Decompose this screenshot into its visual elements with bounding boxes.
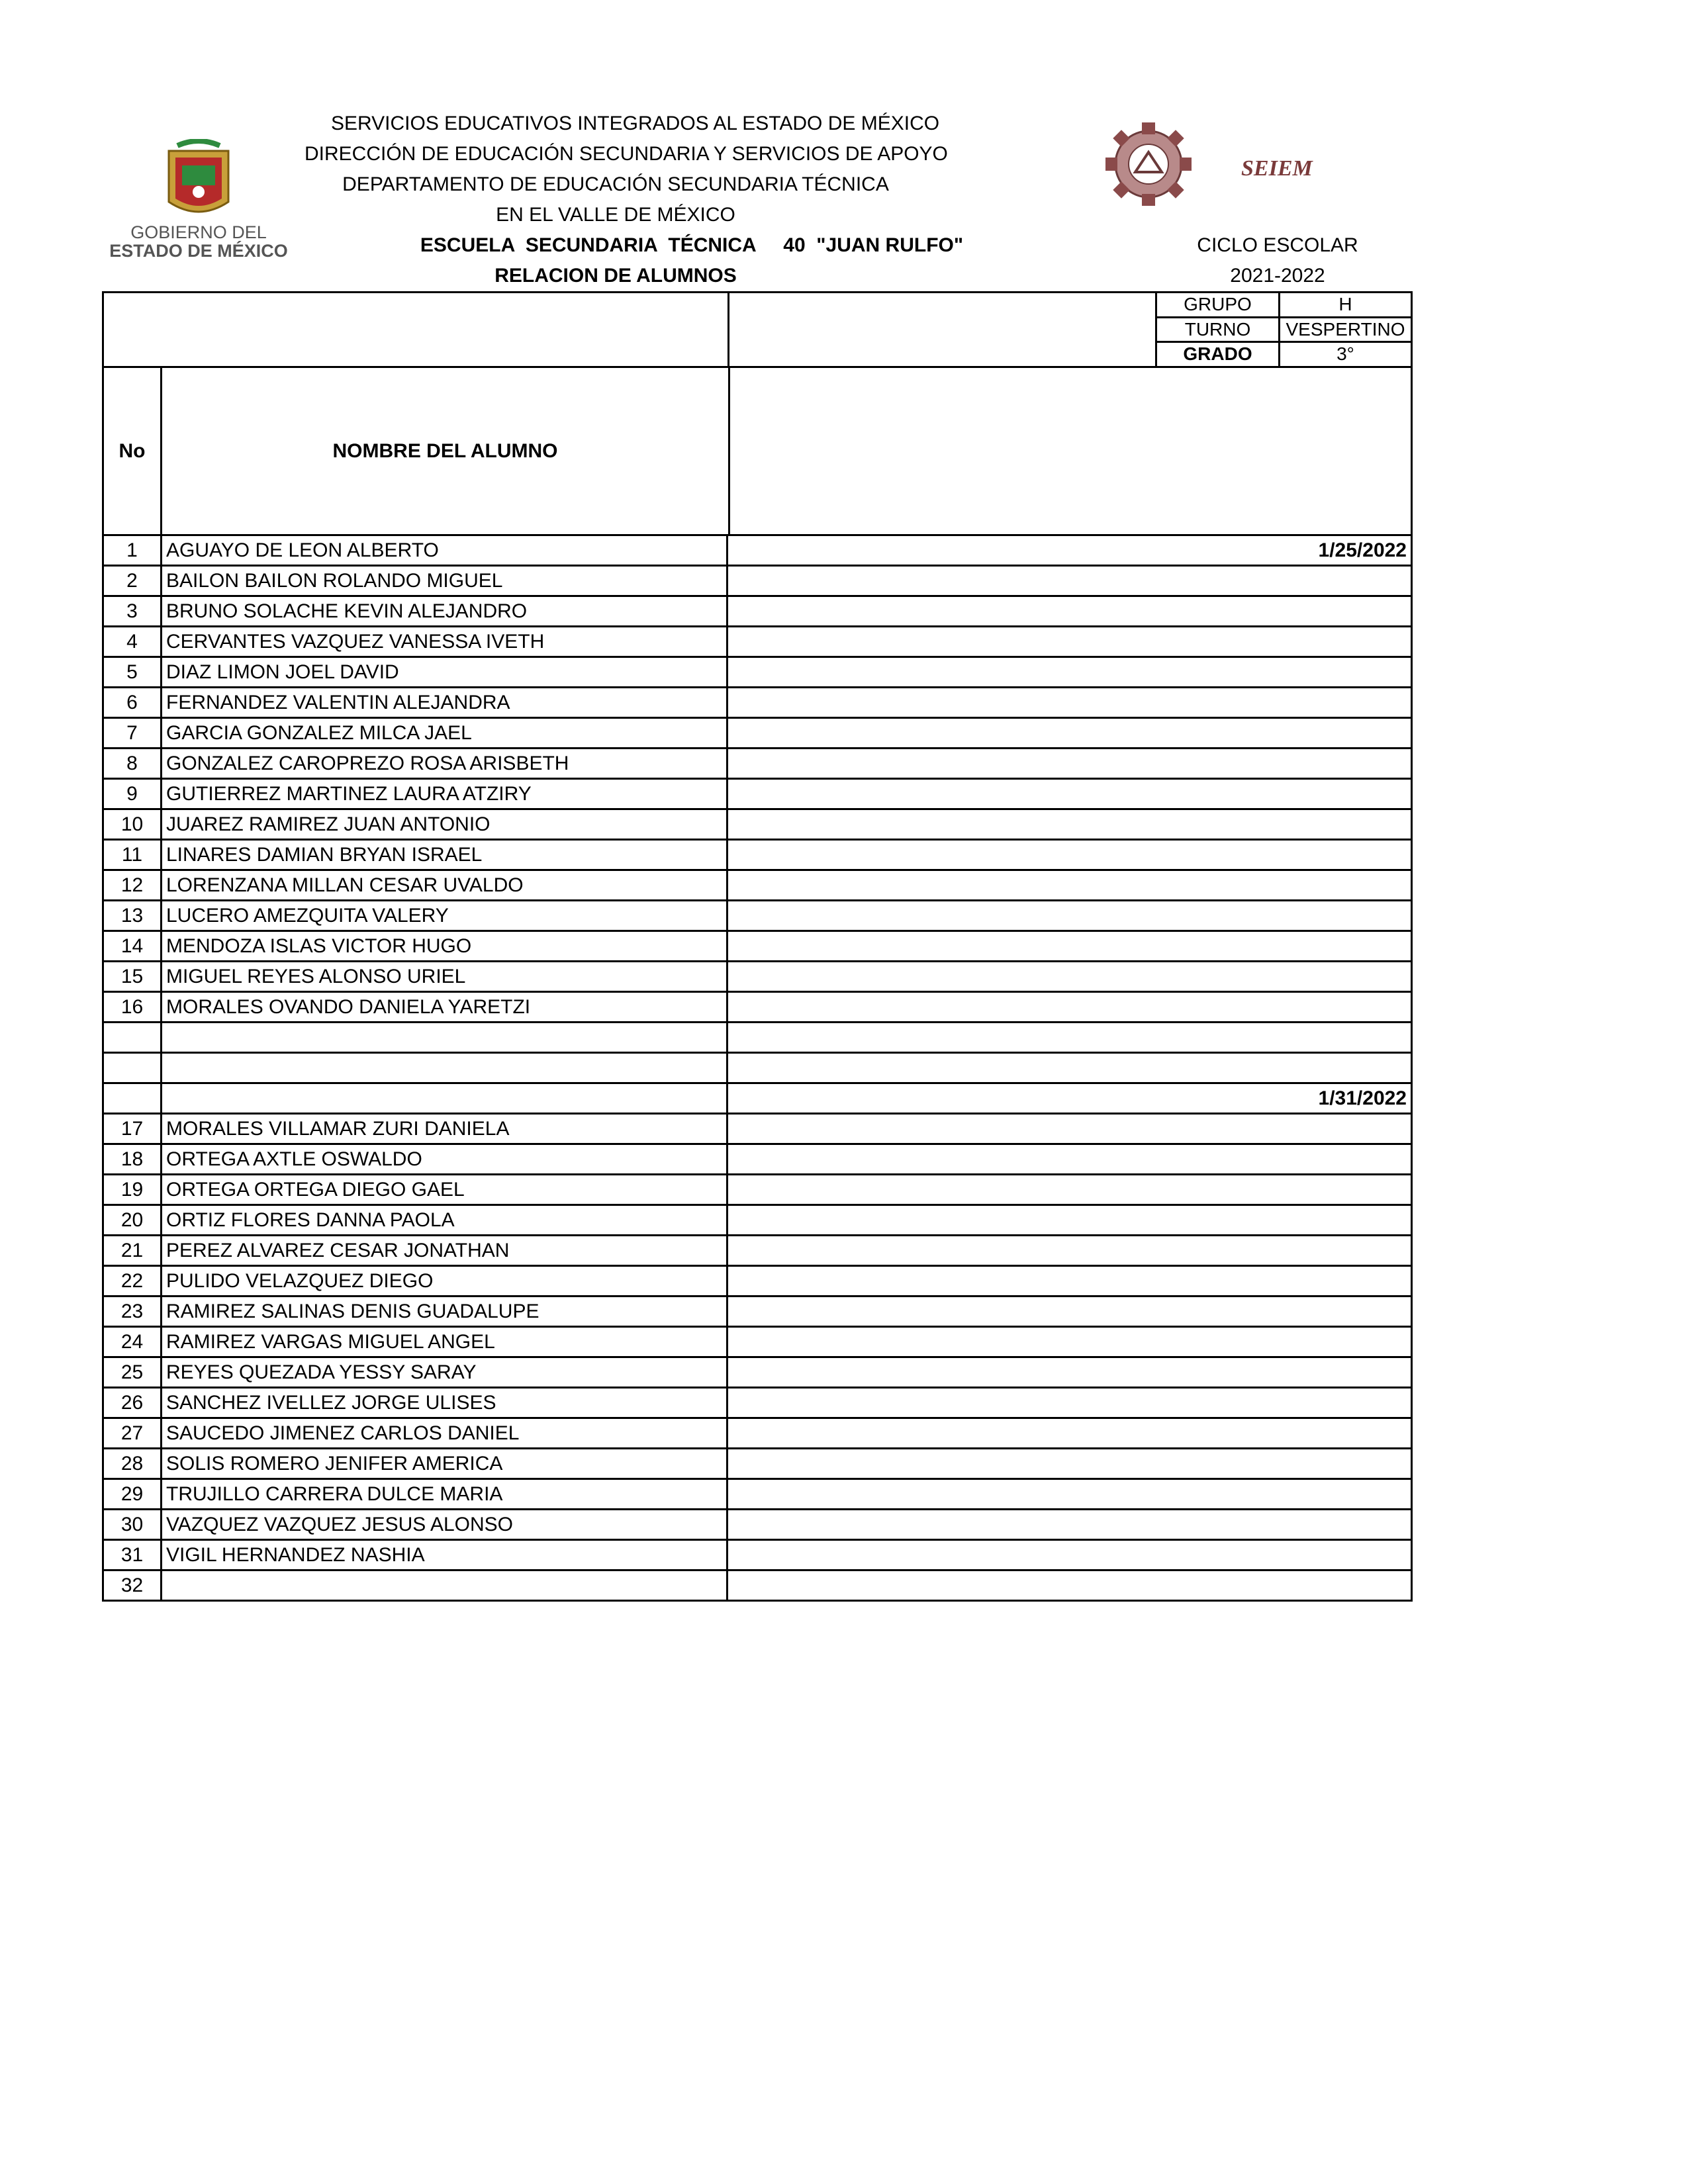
date-cell	[728, 597, 1411, 625]
date-cell	[728, 1541, 1411, 1569]
row-number: 8	[104, 749, 162, 778]
table-row	[102, 1358, 1413, 1388]
student-name: GONZALEZ CAROPREZO ROSA ARISBETH	[162, 749, 728, 778]
student-name: ORTEGA ORTEGA DIEGO GAEL	[162, 1175, 728, 1204]
student-name: AGUAYO DE LEON ALBERTO	[162, 536, 728, 565]
date-cell	[728, 749, 1411, 778]
date-cell	[728, 1510, 1411, 1539]
date-cell	[728, 1115, 1411, 1143]
student-name: PULIDO VELAZQUEZ DIEGO	[162, 1267, 728, 1295]
table-header-row	[102, 368, 1413, 536]
table-row	[102, 1449, 1413, 1480]
row-number: 15	[104, 962, 162, 991]
date-cell	[728, 1328, 1411, 1356]
grupo-row	[1157, 293, 1411, 318]
row-number: 29	[104, 1480, 162, 1508]
date-cell	[728, 567, 1411, 595]
table-row	[102, 1054, 1413, 1084]
date-cell	[728, 871, 1411, 899]
turno-label: TURNO	[1157, 318, 1280, 341]
student-name: TRUJILLO CARRERA DULCE MARIA	[162, 1480, 728, 1508]
grado-label: GRADO	[1157, 343, 1280, 366]
date-cell	[728, 841, 1411, 869]
student-name: SAUCEDO JIMENEZ CARLOS DANIEL	[162, 1419, 728, 1447]
header-line-1: SERVICIOS EDUCATIVOS INTEGRADOS AL ESTADO DE MÉXICO	[331, 113, 940, 134]
table-row	[102, 749, 1413, 780]
row-number: 20	[104, 1206, 162, 1234]
row-number: 13	[104, 901, 162, 930]
row-number: 7	[104, 719, 162, 747]
column-header-no: No	[104, 368, 162, 534]
date-cell	[728, 1236, 1411, 1265]
date-cell	[728, 1419, 1411, 1447]
date-cell	[728, 627, 1411, 656]
date-cell	[728, 1023, 1411, 1052]
group-info-table	[1157, 293, 1411, 366]
student-name	[162, 1571, 728, 1600]
row-number: 5	[104, 658, 162, 686]
coat-of-arms-icon	[169, 141, 228, 212]
table-row	[102, 1388, 1413, 1419]
student-name: ORTIZ FLORES DANNA PAOLA	[162, 1206, 728, 1234]
table-row	[102, 1419, 1413, 1449]
row-number: 10	[104, 810, 162, 839]
student-name: MORALES VILLAMAR ZURI DANIELA	[162, 1115, 728, 1143]
table-row	[102, 841, 1413, 871]
row-number	[104, 1054, 162, 1082]
table-row	[102, 719, 1413, 749]
column-header-blank	[730, 368, 1411, 534]
turno-value: VESPERTINO	[1286, 318, 1405, 340]
table-row	[102, 1175, 1413, 1206]
table-row	[102, 1023, 1413, 1054]
table-row	[102, 1206, 1413, 1236]
student-name: RAMIREZ VARGAS MIGUEL ANGEL	[162, 1328, 728, 1356]
date-cell	[728, 1358, 1411, 1387]
student-name: VIGIL HERNANDEZ NASHIA	[162, 1541, 728, 1569]
student-name: SOLIS ROMERO JENIFER AMERICA	[162, 1449, 728, 1478]
date-cell: 1/25/2022	[1318, 539, 1407, 561]
row-number: 21	[104, 1236, 162, 1265]
grado-row	[1157, 343, 1411, 366]
table-row	[102, 1510, 1413, 1541]
header-line-4: EN EL VALLE DE MÉXICO	[496, 204, 735, 226]
table-row	[102, 567, 1413, 597]
table-row	[102, 688, 1413, 719]
date-cell	[728, 780, 1411, 808]
gov-logo-line1: GOBIERNO DEL	[130, 222, 267, 242]
date-cell	[728, 1297, 1411, 1326]
table-row	[102, 597, 1413, 627]
gov-logo-line2: ESTADO DE MÉXICO	[109, 241, 288, 261]
date-cell	[728, 1571, 1411, 1600]
row-number: 28	[104, 1449, 162, 1478]
student-name: MENDOZA ISLAS VICTOR HUGO	[162, 932, 728, 960]
date-cell	[728, 1054, 1411, 1082]
student-name: BRUNO SOLACHE KEVIN ALEJANDRO	[162, 597, 728, 625]
row-number: 31	[104, 1541, 162, 1569]
student-name: LORENZANA MILLAN CESAR UVALDO	[162, 871, 728, 899]
student-name	[162, 1054, 728, 1082]
blank-cell	[104, 293, 729, 366]
grado-value: 3°	[1336, 343, 1354, 365]
row-number: 30	[104, 1510, 162, 1539]
table-top-block	[102, 291, 1413, 368]
student-name: VAZQUEZ VAZQUEZ JESUS ALONSO	[162, 1510, 728, 1539]
table-row	[102, 1571, 1413, 1602]
gear-icon	[1105, 122, 1192, 206]
student-name: MIGUEL REYES ALONSO URIEL	[162, 962, 728, 991]
row-number: 4	[104, 627, 162, 656]
row-number: 3	[104, 597, 162, 625]
table-row	[102, 932, 1413, 962]
row-number: 26	[104, 1388, 162, 1417]
grupo-label: GRUPO	[1157, 293, 1280, 316]
gobierno-estado-de-mexico-logo	[99, 139, 298, 265]
table-row	[102, 962, 1413, 993]
row-number: 14	[104, 932, 162, 960]
student-name: MORALES OVANDO DANIELA YARETZI	[162, 993, 728, 1021]
row-number: 6	[104, 688, 162, 717]
table-row	[102, 1084, 1413, 1115]
row-number: 18	[104, 1145, 162, 1173]
date-cell	[728, 658, 1411, 686]
table-row	[102, 993, 1413, 1023]
table-row	[102, 1267, 1413, 1297]
row-number: 1	[104, 536, 162, 565]
row-number: 23	[104, 1297, 162, 1326]
row-number	[104, 1084, 162, 1113]
table-row	[102, 871, 1413, 901]
cycle-value: 2021-2022	[1230, 265, 1325, 287]
student-name: PEREZ ALVAREZ CESAR JONATHAN	[162, 1236, 728, 1265]
seiem-logo	[1086, 119, 1324, 212]
cycle-label: CICLO ESCOLAR	[1197, 234, 1358, 256]
student-name: DIAZ LIMON JOEL DAVID	[162, 658, 728, 686]
date-cell	[728, 1206, 1411, 1234]
table-row	[102, 780, 1413, 810]
student-name: SANCHEZ IVELLEZ JORGE ULISES	[162, 1388, 728, 1417]
row-number: 9	[104, 780, 162, 808]
turno-row	[1157, 318, 1411, 343]
student-name: JUAREZ RAMIREZ JUAN ANTONIO	[162, 810, 728, 839]
row-number: 12	[104, 871, 162, 899]
student-name: LUCERO AMEZQUITA VALERY	[162, 901, 728, 930]
student-name: ORTEGA AXTLE OSWALDO	[162, 1145, 728, 1173]
date-cell	[728, 1175, 1411, 1204]
table-row	[102, 901, 1413, 932]
seiem-text: SEIEM	[1241, 156, 1313, 181]
date-cell	[728, 719, 1411, 747]
student-name	[162, 1084, 728, 1113]
table-row	[102, 1480, 1413, 1510]
header-line-3: DEPARTAMENTO DE EDUCACIÓN SECUNDARIA TÉCNICA	[342, 173, 889, 195]
date-cell	[728, 962, 1411, 991]
student-name: GUTIERREZ MARTINEZ LAURA ATZIRY	[162, 780, 728, 808]
student-name: FERNANDEZ VALENTIN ALEJANDRA	[162, 688, 728, 717]
date-cell	[728, 932, 1411, 960]
grupo-value: H	[1338, 294, 1352, 314]
row-number	[104, 1023, 162, 1052]
date-cell: 1/31/2022	[1318, 1087, 1407, 1109]
student-name: RAMIREZ SALINAS DENIS GUADALUPE	[162, 1297, 728, 1326]
table-row	[102, 1328, 1413, 1358]
student-name: GARCIA GONZALEZ MILCA JAEL	[162, 719, 728, 747]
row-number: 27	[104, 1419, 162, 1447]
header-line-2: DIRECCIÓN DE EDUCACIÓN SECUNDARIA Y SERVICIOS DE APOYO	[305, 143, 948, 165]
student-roster-table	[102, 291, 1413, 1602]
date-cell	[728, 688, 1411, 717]
date-cell	[728, 1388, 1411, 1417]
date-cell	[728, 1145, 1411, 1173]
column-header-name: NOMBRE DEL ALUMNO	[162, 368, 730, 534]
date-cell	[728, 1449, 1411, 1478]
row-number: 11	[104, 841, 162, 869]
blank-cell	[729, 293, 1157, 366]
table-row	[102, 1145, 1413, 1175]
row-number: 2	[104, 567, 162, 595]
table-row	[102, 536, 1413, 567]
table-row	[102, 627, 1413, 658]
row-number: 22	[104, 1267, 162, 1295]
date-cell	[728, 1267, 1411, 1295]
row-number: 19	[104, 1175, 162, 1204]
student-name: BAILON BAILON ROLANDO MIGUEL	[162, 567, 728, 595]
row-number: 17	[104, 1115, 162, 1143]
table-row	[102, 1541, 1413, 1571]
table-body	[102, 536, 1413, 1602]
school-name: ESCUELA SECUNDARIA TÉCNICA 40 "JUAN RULFO"	[420, 234, 964, 256]
table-row	[102, 810, 1413, 841]
student-name: CERVANTES VAZQUEZ VANESSA IVETH	[162, 627, 728, 656]
table-row	[102, 1297, 1413, 1328]
row-number: 16	[104, 993, 162, 1021]
row-number: 24	[104, 1328, 162, 1356]
row-number: 25	[104, 1358, 162, 1387]
date-cell	[728, 810, 1411, 839]
date-cell	[728, 1480, 1411, 1508]
list-title: RELACION DE ALUMNOS	[494, 265, 737, 287]
student-name: REYES QUEZADA YESSY SARAY	[162, 1358, 728, 1387]
table-row	[102, 658, 1413, 688]
student-name	[162, 1023, 728, 1052]
student-name: LINARES DAMIAN BRYAN ISRAEL	[162, 841, 728, 869]
table-row	[102, 1115, 1413, 1145]
date-cell	[728, 993, 1411, 1021]
date-cell	[728, 901, 1411, 930]
table-row	[102, 1236, 1413, 1267]
row-number: 32	[104, 1571, 162, 1600]
